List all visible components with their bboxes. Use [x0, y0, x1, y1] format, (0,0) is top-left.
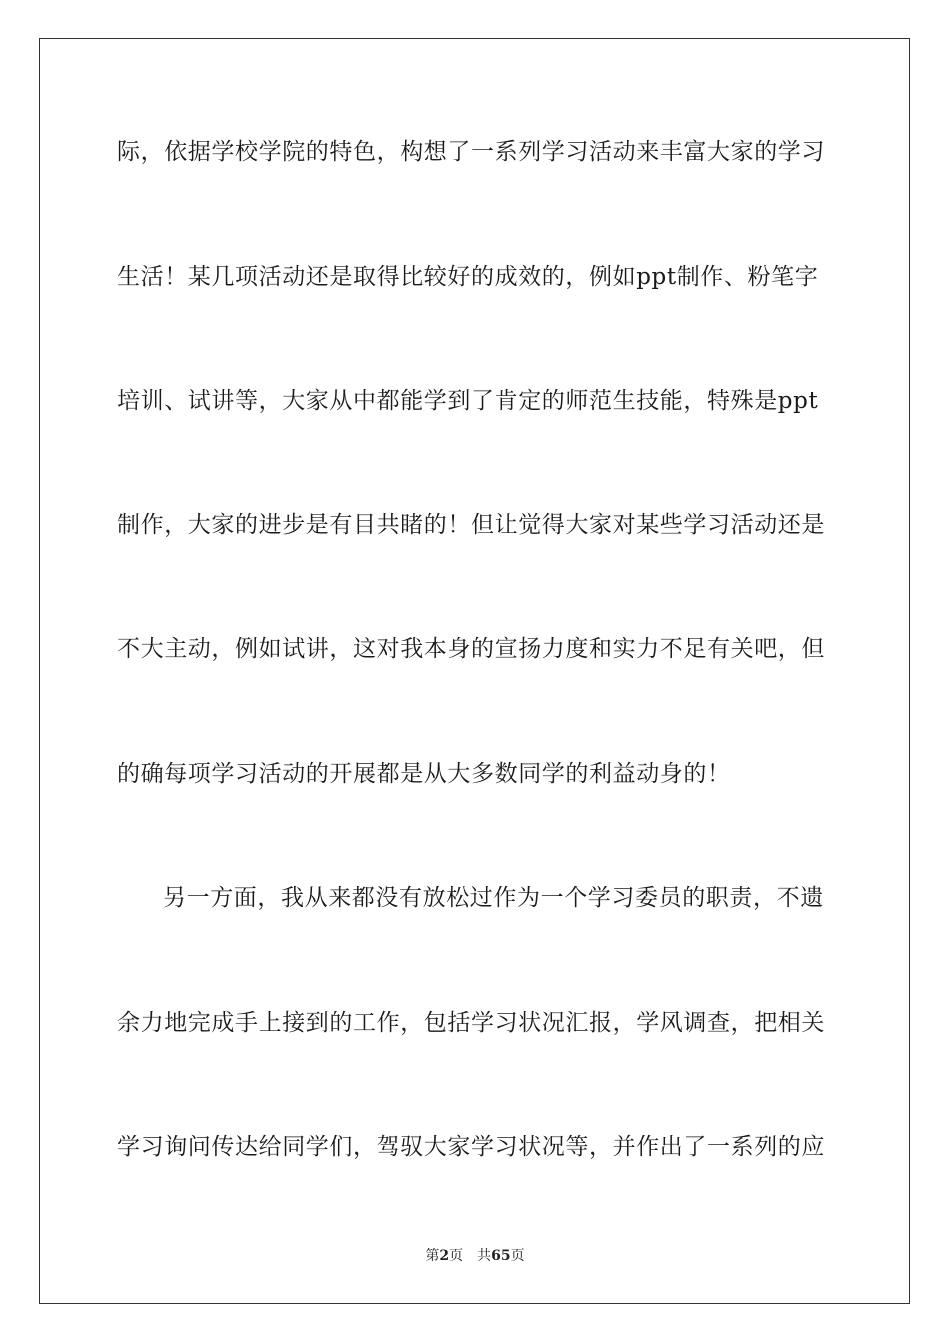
paragraph-first-line: 另一方面，我从来都没有放松过作为一个学习委员的职责，不遗	[163, 885, 824, 911]
total-prefix: 共	[477, 1248, 492, 1264]
page-border	[39, 38, 910, 1304]
page-number: 2	[439, 1248, 450, 1264]
body-line: 不大主动，例如试讲，这对我本身的宣扬力度和实力不足有关吧，但	[117, 636, 825, 662]
total-pages: 65	[491, 1248, 511, 1264]
body-line: 的确每项学习活动的开展都是从大多数同学的利益动身的！	[117, 761, 731, 787]
total-suffix: 页	[510, 1248, 525, 1264]
body-line: 培训、试讲等，大家从中都能学到了肯定的师范生技能，特殊是ppt	[117, 388, 819, 414]
page-prefix: 第	[425, 1248, 440, 1264]
body-line: 制作，大家的进步是有目共睹的！但让觉得大家对某些学习活动还是	[117, 512, 825, 538]
page-footer	[0, 1247, 950, 1265]
body-line: 生活！某几项活动还是取得比较好的成效的，例如ppt制作、粉笔字	[117, 264, 819, 290]
page-suffix: 页	[449, 1248, 464, 1264]
body-line: 余力地完成手上接到的工作，包括学习状况汇报，学风调查，把相关	[117, 1010, 825, 1036]
body-line: 学习询问传达给同学们，驾驭大家学习状况等，并作出了一系列的应	[117, 1134, 825, 1160]
body-line: 际，依据学校学院的特色，构想了一系列学习活动来丰富大家的学习	[117, 139, 825, 165]
